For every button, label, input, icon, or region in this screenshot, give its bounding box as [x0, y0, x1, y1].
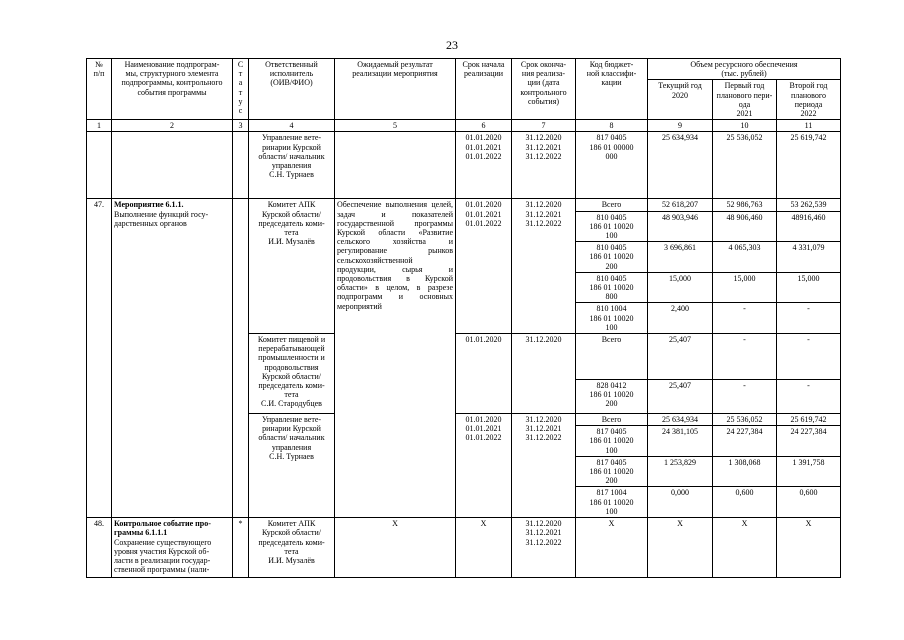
column-number-row — [87, 120, 841, 132]
row47-v2021: 48 906,460 — [713, 211, 777, 242]
cont-value-2022: 25 619,742 — [777, 132, 841, 199]
row47-result: Обеспечение выполнения целей, задач и показателей государственной программы Курской области «Развитие сельского хозяйства и регулирование рынков сельскохозяйственной продукции, сырья и продовольствия в Курской области» в целом, в разрезе подпрограмм и основных мероприятий — [335, 199, 456, 518]
row47-v2020: 24 381,105 — [648, 426, 713, 457]
row48-name — [112, 518, 233, 578]
header-executor: Ответственный исполнитель (ОИВ/ФИО) — [249, 59, 335, 120]
row47-code: Всего — [576, 334, 648, 380]
row47-v2020: 15,000 — [648, 272, 713, 303]
row47-v2021: 0,600 — [713, 487, 777, 518]
header-status: С т а т у с — [233, 59, 249, 120]
row47-start-2: 01.01.2020 — [456, 334, 512, 414]
row47-v2022: 25 619,742 — [777, 414, 841, 426]
row48-start: Х — [456, 518, 512, 578]
row47-v2022: 1 391,758 — [777, 456, 841, 487]
row48-name-title: Контрольное событие про- граммы 6.1.1.1 — [114, 519, 211, 538]
row47-v2020: 25,407 — [648, 334, 713, 380]
row47-v2021: 1 308,068 — [713, 456, 777, 487]
row47-v2021: 25 536,052 — [713, 414, 777, 426]
cont-budget-code: 817 0405 186 01 00000 000 — [576, 132, 648, 199]
row48-status: * — [233, 518, 249, 578]
row47-executor-1: Комитет АПК Курской области/ председатель коми- тета И.И. Музалёв — [249, 199, 335, 334]
row47-status — [233, 199, 249, 518]
column-number: 2 — [112, 120, 233, 132]
row47-v2021: - — [713, 334, 777, 380]
row48-code: Х — [576, 518, 648, 578]
continuation-row — [87, 132, 841, 199]
row47-name-title: Мероприятие 6.1.1. — [114, 200, 184, 210]
row47-v2020: 1 253,829 — [648, 456, 713, 487]
row48-v2022: Х — [777, 518, 841, 578]
row48-v2020: Х — [648, 518, 713, 578]
row47-v2022: - — [777, 334, 841, 380]
header-row — [87, 59, 841, 80]
resource-table — [86, 58, 841, 578]
row47-num: 47. — [87, 199, 112, 518]
cont-executor: Управление вете- ринарии Курской области/ начальник управления С.Н. Турнаев — [249, 132, 335, 199]
row48 — [87, 518, 841, 578]
header-start: Срок начала реализации — [456, 59, 512, 120]
row47-v2022: - — [777, 380, 841, 414]
header-year-2021: Первый год планового пери- ода 2021 — [713, 80, 777, 120]
cont-status-cell — [233, 132, 249, 199]
row47-v2020: 2,400 — [648, 303, 713, 334]
header-volume: Объем ресурсного обеспечения (тыс. рублей) — [648, 59, 841, 80]
cont-name-cell — [112, 132, 233, 199]
row47-v2020: 52 618,207 — [648, 199, 713, 211]
column-number: 4 — [249, 120, 335, 132]
row47-code: Всего — [576, 199, 648, 211]
row47-v2022: 53 262,539 — [777, 199, 841, 211]
row47-start-1: 01.01.2020 01.01.2021 01.01.2022 — [456, 199, 512, 334]
row47-v2021: - — [713, 380, 777, 414]
header-result: Ожидаемый результат реализации мероприятия — [335, 59, 456, 120]
row47-code: 828 0412 186 01 10020 200 — [576, 380, 648, 414]
row47-name-desc: Выполнение функций госу- дарственных органов — [114, 209, 209, 228]
column-number: 5 — [335, 120, 456, 132]
column-number: 10 — [713, 120, 777, 132]
cont-result-cell — [335, 132, 456, 199]
column-number: 7 — [512, 120, 576, 132]
row48-name-desc: Сохранение существующего уровня участия Курской об- ласти в реализации государ- ственной программы (нали- — [114, 537, 212, 575]
row48-num: 48. — [87, 518, 112, 578]
row47-v2020: 25,407 — [648, 380, 713, 414]
row47-code: 810 1004 186 01 10020 100 — [576, 303, 648, 334]
row47-v2022: 24 227,384 — [777, 426, 841, 457]
row47-v2022: - — [777, 303, 841, 334]
row47-v2020: 25 634,934 — [648, 414, 713, 426]
column-number: 3 — [233, 120, 249, 132]
header-year-2022: Второй год планового периода 2022 — [777, 80, 841, 120]
header-code: Код бюджет- ной классифи- кации — [576, 59, 648, 120]
row47-v2021: 52 986,763 — [713, 199, 777, 211]
row47-code: 810 0405 186 01 10020 800 — [576, 272, 648, 303]
column-number: 9 — [648, 120, 713, 132]
cont-value-2020: 25 634,934 — [648, 132, 713, 199]
header-year-2020: Текущий год 2020 — [648, 80, 713, 120]
row48-executor: Комитет АПК Курской области/ председатель коми- тета И.И. Музалёв — [249, 518, 335, 578]
row47-code: 817 0405 186 01 10020 200 — [576, 456, 648, 487]
row47-v2022: 15,000 — [777, 272, 841, 303]
column-number: 8 — [576, 120, 648, 132]
row47-v2021: 24 227,384 — [713, 426, 777, 457]
row47-code: Всего — [576, 414, 648, 426]
row47-v2020: 0,000 — [648, 487, 713, 518]
row47-line-total-1 — [87, 199, 841, 211]
header-end: Срок оконча- ния реализа- ции (дата контрольного события) — [512, 59, 576, 120]
cont-start-dates: 01.01.2020 01.01.2021 01.01.2022 — [456, 132, 512, 199]
column-number: 11 — [777, 120, 841, 132]
column-number: 6 — [456, 120, 512, 132]
cont-num-cell — [87, 132, 112, 199]
header-name: Наименование подпрограм- мы, структурного элемента подпрограммы, контрольного события программы — [112, 59, 233, 120]
row47-code: 810 0405 186 01 10020 200 — [576, 242, 648, 273]
row48-result: Х — [335, 518, 456, 578]
header-num: № п/п — [87, 59, 112, 120]
column-number: 1 — [87, 120, 112, 132]
row47-v2021: 15,000 — [713, 272, 777, 303]
row47-v2022: 4 331,079 — [777, 242, 841, 273]
row47-v2022: 48916,460 — [777, 211, 841, 242]
row47-executor-3: Управление вете- ринарии Курской области/ начальник управления С.Н. Турнаев — [249, 414, 335, 518]
row47-code: 817 1004 186 01 10020 100 — [576, 487, 648, 518]
row48-v2021: Х — [713, 518, 777, 578]
row47-code: 810 0405 186 01 10020 100 — [576, 211, 648, 242]
row47-v2022: 0,600 — [777, 487, 841, 518]
row47-end-2: 31.12.2020 — [512, 334, 576, 414]
row47-v2020: 48 903,946 — [648, 211, 713, 242]
row47-code: 817 0405 186 01 10020 100 — [576, 426, 648, 457]
row47-executor-2: Комитет пищевой и перерабатывающей промышленности и продовольствия Курской области/ председатель коми- тета С.И. Стародубцев — [249, 334, 335, 414]
page-number: 23 — [446, 38, 458, 52]
row47-v2021: - — [713, 303, 777, 334]
row47-v2020: 3 696,861 — [648, 242, 713, 273]
row47-start-3: 01.01.2020 01.01.2021 01.01.2022 — [456, 414, 512, 518]
cont-end-dates: 31.12.2020 31.12.2021 31.12.2022 — [512, 132, 576, 199]
row48-end: 31.12.2020 31.12.2021 31.12.2022 — [512, 518, 576, 578]
row47-end-3: 31.12.2020 31.12.2021 31.12.2022 — [512, 414, 576, 518]
row47-name — [112, 199, 233, 518]
row47-v2021: 4 065,303 — [713, 242, 777, 273]
cont-value-2021: 25 536,052 — [713, 132, 777, 199]
row47-end-1: 31.12.2020 31.12.2021 31.12.2022 — [512, 199, 576, 334]
